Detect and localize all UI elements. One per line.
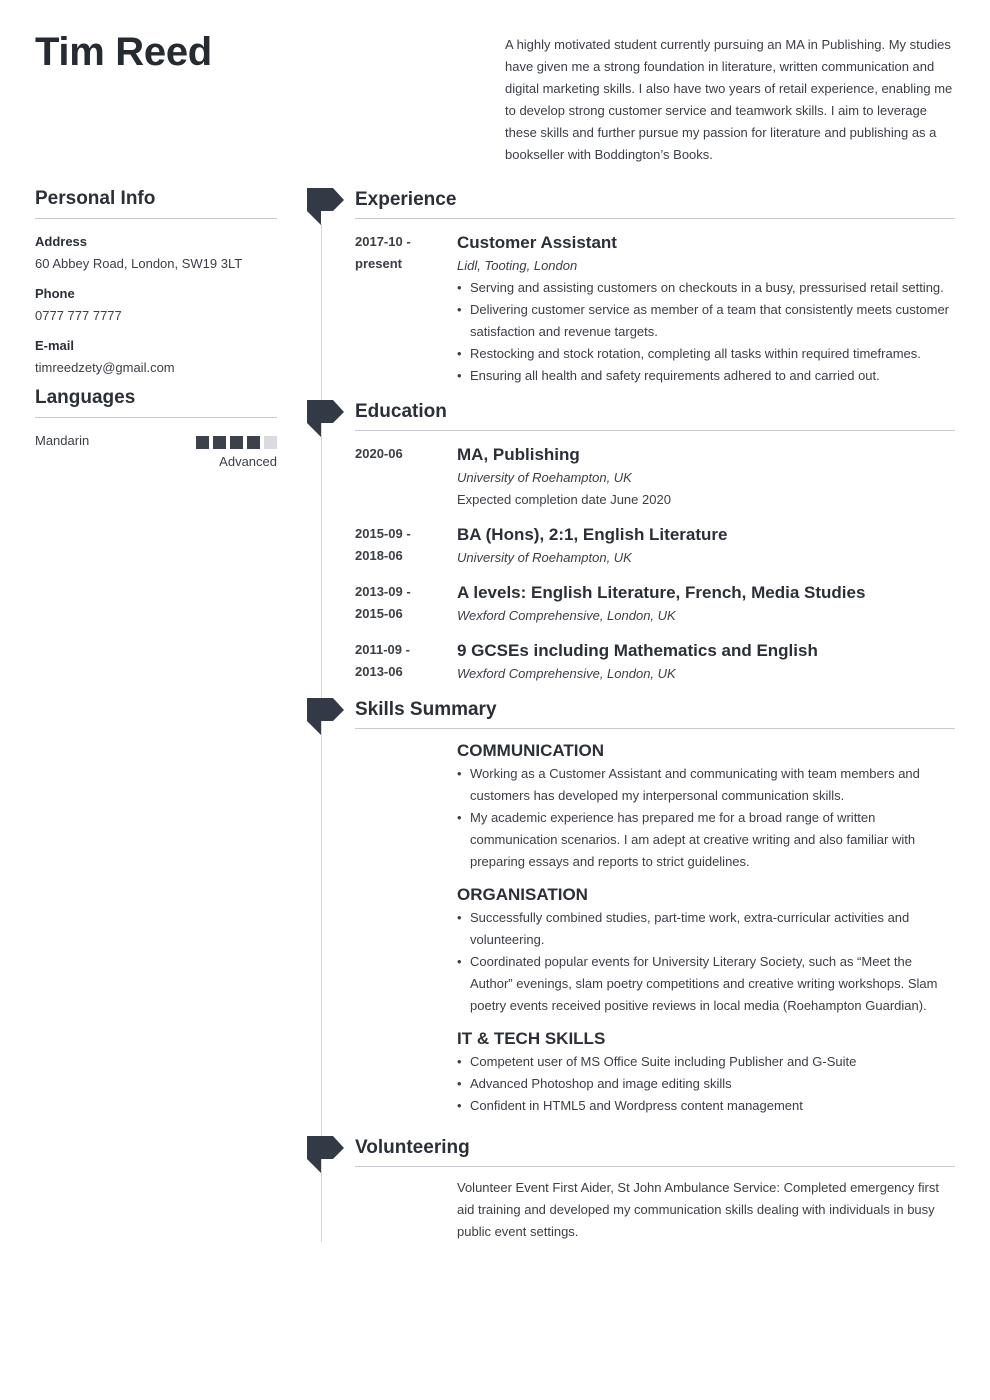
experience-bullets bbox=[457, 277, 955, 387]
list-item: • Advanced Photoshop and image editing skills bbox=[457, 1073, 955, 1095]
experience-entry bbox=[355, 231, 955, 387]
job-title: Customer Assistant bbox=[457, 233, 617, 252]
skills-title: Skills Summary bbox=[355, 698, 955, 729]
education-note: Expected completion date June 2020 bbox=[457, 492, 671, 507]
skills-section bbox=[355, 698, 955, 1117]
education-entry bbox=[355, 639, 955, 685]
education-date: 2013-09 - 2015-06 bbox=[355, 584, 411, 621]
address-value: 60 Abbey Road, London, SW19 3LT bbox=[35, 256, 243, 271]
education-title: Education bbox=[355, 400, 955, 431]
education-entry bbox=[355, 443, 955, 511]
skill-group-title: COMMUNICATION bbox=[457, 741, 604, 760]
education-section bbox=[355, 400, 955, 685]
list-item: • Working as a Customer Assistant and communicating with team members and customers has developed my interpersonal communication skills. bbox=[457, 763, 955, 807]
school-name: University of Roehampton, UK bbox=[457, 550, 632, 565]
degree-title: A levels: English Literature, French, Media Studies bbox=[457, 583, 866, 602]
email-label: E-mail bbox=[35, 338, 75, 353]
skill-group-title: IT & TECH SKILLS bbox=[457, 1029, 606, 1048]
volunteering-section bbox=[355, 1136, 955, 1243]
employer: Lidl, Tooting, London bbox=[457, 258, 578, 273]
email-value[interactable]: timreedzety@gmail.com bbox=[35, 360, 175, 375]
rating-square-filled bbox=[230, 436, 243, 449]
rating-square-filled bbox=[213, 436, 226, 449]
phone-value: 0777 777 7777 bbox=[35, 308, 122, 323]
volunteering-flag-icon bbox=[307, 1136, 344, 1173]
language-item bbox=[35, 430, 277, 452]
list-item: • Ensuring all health and safety requirements adhered to and carried out. bbox=[457, 365, 955, 387]
experience-title: Experience bbox=[355, 188, 955, 219]
rating-square-filled bbox=[196, 436, 209, 449]
volunteering-text: Volunteer Event First Aider, St John Ambulance Service: Completed emergency first aid training and developed my communication skills dealing with individuals in busy public event settings. bbox=[457, 1180, 939, 1239]
experience-flag-icon bbox=[307, 188, 344, 225]
skill-bullets bbox=[457, 763, 955, 873]
school-name: Wexford Comprehensive, London, UK bbox=[457, 666, 676, 681]
education-date: 2020-06 bbox=[355, 446, 403, 461]
school-name: University of Roehampton, UK bbox=[457, 470, 632, 485]
language-level: Advanced bbox=[219, 454, 277, 469]
education-flag-icon bbox=[307, 400, 344, 437]
skill-bullets bbox=[457, 907, 955, 1017]
degree-title: 9 GCSEs including Mathematics and English bbox=[457, 641, 818, 660]
profile-summary: A highly motivated student currently pursuing an MA in Publishing. My studies have given me a strong foundation in literature, written communication and digital marketing skills. I also have two years of retail experience, enabling me to develop strong customer service and teamwork skills. I aim to leverage these skills and further pursue my passion for literature and publishing as a bookseller with Boddington’s Books. bbox=[505, 37, 953, 162]
list-item: • Confident in HTML5 and Wordpress content management bbox=[457, 1095, 955, 1117]
degree-title: MA, Publishing bbox=[457, 445, 580, 464]
list-item: • Coordinated popular events for University Literary Society, such as “Meet the Author” evenings, slam poetry competitions and creative writing workshops. Slam poetry events received positive reviews in local media (Roehampton Guardian). bbox=[457, 951, 955, 1017]
rating-square-filled bbox=[247, 436, 260, 449]
education-entry bbox=[355, 581, 955, 627]
rating-square-empty bbox=[264, 436, 277, 449]
language-name: Mandarin bbox=[35, 433, 90, 448]
skill-group-title: ORGANISATION bbox=[457, 885, 588, 904]
left-column bbox=[35, 188, 277, 472]
list-item: • Serving and assisting customers on checkouts in a busy, pressurised retail setting. bbox=[457, 277, 955, 299]
experience-section bbox=[355, 188, 955, 387]
education-date: 2011-09 - 2013-06 bbox=[355, 642, 410, 679]
skills-flag-icon bbox=[307, 698, 344, 735]
skill-bullets bbox=[457, 1051, 955, 1117]
list-item: • Restocking and stock rotation, completing all tasks within required timeframes. bbox=[457, 343, 955, 365]
phone-label: Phone bbox=[35, 286, 75, 301]
list-item: • My academic experience has prepared me for a broad range of written communication scenarios. I am adept at creative writing and also familiar with preparing essays and reports to strict guidelines. bbox=[457, 807, 955, 873]
language-rating bbox=[196, 436, 277, 449]
education-entry bbox=[355, 523, 955, 569]
list-item: • Delivering customer service as member of a team that consistently meets customer satisfaction and revenue targets. bbox=[457, 299, 955, 343]
languages-heading: Languages bbox=[35, 387, 277, 418]
personal-info-heading: Personal Info bbox=[35, 188, 277, 219]
candidate-name: Tim Reed bbox=[35, 30, 212, 74]
school-name: Wexford Comprehensive, London, UK bbox=[457, 608, 676, 623]
address-label: Address bbox=[35, 234, 88, 249]
list-item: • Competent user of MS Office Suite including Publisher and G-Suite bbox=[457, 1051, 955, 1073]
volunteering-title: Volunteering bbox=[355, 1136, 955, 1167]
experience-date: 2017-10 - present bbox=[355, 234, 411, 271]
degree-title: BA (Hons), 2:1, English Literature bbox=[457, 525, 728, 544]
list-item: • Successfully combined studies, part-time work, extra-curricular activities and volunteering. bbox=[457, 907, 955, 951]
education-date: 2015-09 - 2018-06 bbox=[355, 526, 411, 563]
